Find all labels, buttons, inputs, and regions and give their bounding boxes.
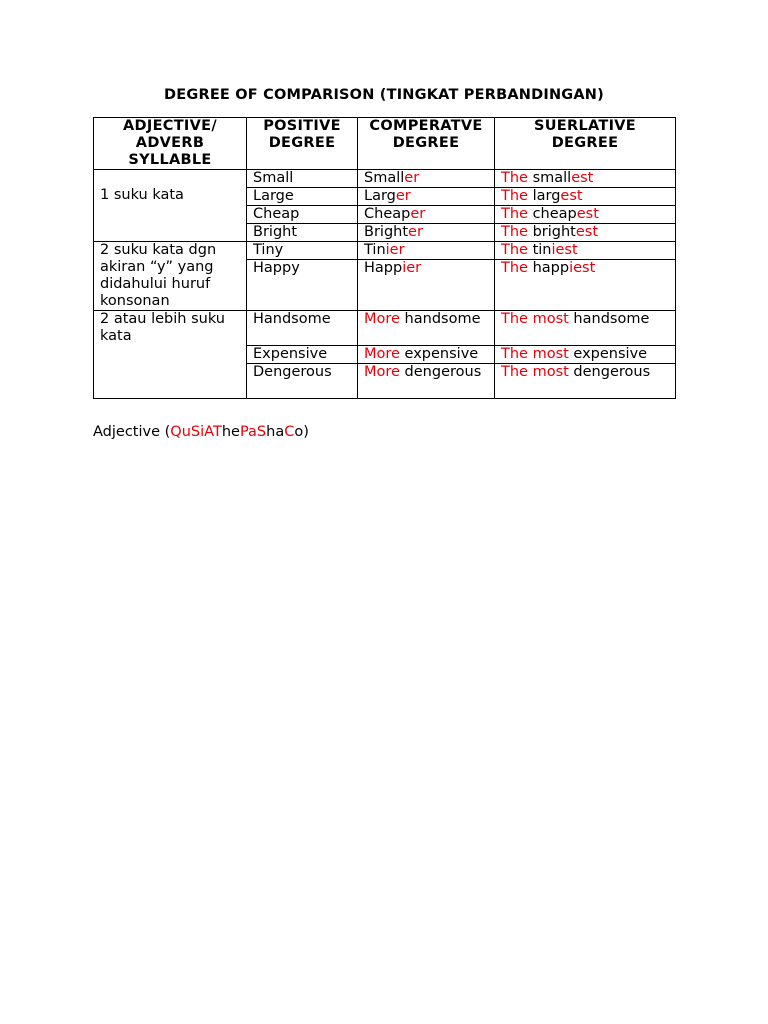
text-segment: handsome [399, 311, 481, 327]
header-positive: POSITIVE DEGREE [247, 118, 358, 170]
positive-cell: Large [247, 188, 358, 206]
text-segment: handsome [568, 311, 650, 327]
positive-cell: Cheap [247, 206, 358, 224]
table-header-row [94, 118, 676, 170]
highlighted-text: S [190, 424, 201, 440]
positive-cell: Bright [247, 224, 358, 242]
highlighted-text: est [576, 206, 599, 222]
text-segment: Small [364, 170, 405, 186]
comparative-cell [358, 188, 495, 206]
comparative-cell [358, 311, 495, 346]
highlighted-text: i [200, 424, 205, 440]
highlighted-text: est [571, 170, 594, 186]
highlighted-text: More [364, 346, 400, 362]
text-segment: Bright [364, 224, 409, 240]
comparative-cell [358, 242, 495, 260]
highlighted-text: u [181, 424, 191, 440]
highlighted-text: More [364, 364, 400, 380]
highlighted-text: P [239, 424, 249, 440]
highlighted-text: T [212, 424, 222, 440]
text-segment: larg [527, 188, 561, 204]
highlighted-text: The most [501, 364, 569, 380]
highlighted-text: The [501, 260, 528, 277]
header-superlative: SUERLATIVE DEGREE [495, 118, 676, 170]
text-segment: dengerous [568, 364, 651, 380]
table-row [94, 242, 676, 260]
highlighted-text: er [404, 170, 420, 186]
text-segment: ha [266, 424, 285, 440]
highlighted-text: est [560, 188, 583, 204]
comparative-cell [358, 364, 495, 399]
text-segment: dengerous [399, 364, 482, 380]
highlighted-text: The [501, 170, 528, 186]
highlighted-text: The [501, 242, 528, 258]
positive-cell: Tiny [247, 242, 358, 260]
highlighted-text: ier [385, 242, 405, 258]
text-segment: ) [303, 424, 309, 440]
highlighted-text: The [501, 188, 528, 204]
syllable-cell: 2 suku kata dgn akiran “y” yang didahului huruf konsonan [94, 242, 247, 311]
comparative-cell [358, 346, 495, 364]
adjective-order-note [93, 424, 309, 440]
comparative-cell [358, 224, 495, 242]
table-row [94, 311, 676, 346]
comparative-cell [358, 206, 495, 224]
highlighted-text: The [501, 206, 528, 222]
highlighted-text: Q [170, 424, 182, 440]
text-segment: small [527, 170, 572, 186]
highlighted-text: iest [551, 242, 578, 258]
superlative-cell [495, 170, 676, 188]
text-segment: Cheap [364, 206, 411, 222]
superlative-cell [495, 242, 676, 260]
highlighted-text: C [284, 424, 295, 440]
positive-cell: Happy [247, 260, 358, 311]
text-segment: Adjective ( [93, 424, 171, 440]
positive-cell: Dengerous [247, 364, 358, 399]
table-row [94, 170, 676, 188]
highlighted-text: ier [402, 260, 422, 277]
highlighted-text: er [408, 224, 423, 240]
highlighted-text: A [204, 424, 213, 440]
highlighted-text: The most [501, 311, 569, 327]
syllable-cell: 2 atau lebih suku kata [94, 311, 247, 399]
positive-cell: Expensive [247, 346, 358, 364]
text-segment: Happ [364, 260, 403, 277]
highlighted-text: S [256, 424, 267, 440]
syllable-cell: 1 suku kata [94, 170, 247, 242]
superlative-cell [495, 364, 676, 399]
comparative-cell [358, 260, 495, 311]
superlative-cell [495, 346, 676, 364]
superlative-cell [495, 260, 676, 311]
text-segment: he [221, 424, 240, 440]
comparative-cell [358, 170, 495, 188]
superlative-cell [495, 206, 676, 224]
comparison-table [93, 117, 676, 399]
highlighted-text: iest [569, 260, 596, 277]
highlighted-text: More [364, 311, 400, 327]
superlative-cell [495, 224, 676, 242]
positive-cell: Small [247, 170, 358, 188]
highlighted-text: er [410, 206, 426, 222]
text-segment: cheap [527, 206, 577, 222]
highlighted-text: The [501, 224, 528, 240]
positive-cell: Handsome [247, 311, 358, 346]
text-segment: happ [527, 260, 570, 277]
superlative-cell [495, 311, 676, 346]
highlighted-text: er [395, 188, 411, 204]
highlighted-text: a [248, 424, 257, 440]
superlative-cell [495, 188, 676, 206]
text-segment: tin [527, 242, 552, 258]
text-segment: expensive [568, 346, 648, 362]
highlighted-text: The most [501, 346, 569, 362]
text-segment: expensive [399, 346, 479, 362]
highlighted-text: est [575, 224, 599, 240]
header-comparative: COMPERATVE DEGREE [358, 118, 495, 170]
header-syllable: ADJECTIVE/ ADVERB SYLLABLE [94, 118, 247, 170]
text-segment: Larg [364, 188, 396, 204]
text-segment: o [294, 424, 304, 440]
text-segment: bright [527, 224, 576, 240]
table-body [94, 170, 676, 399]
text-segment: Tin [364, 242, 386, 258]
document-title: DEGREE OF COMPARISON (TINGKAT PERBANDINGAN) [164, 87, 604, 103]
